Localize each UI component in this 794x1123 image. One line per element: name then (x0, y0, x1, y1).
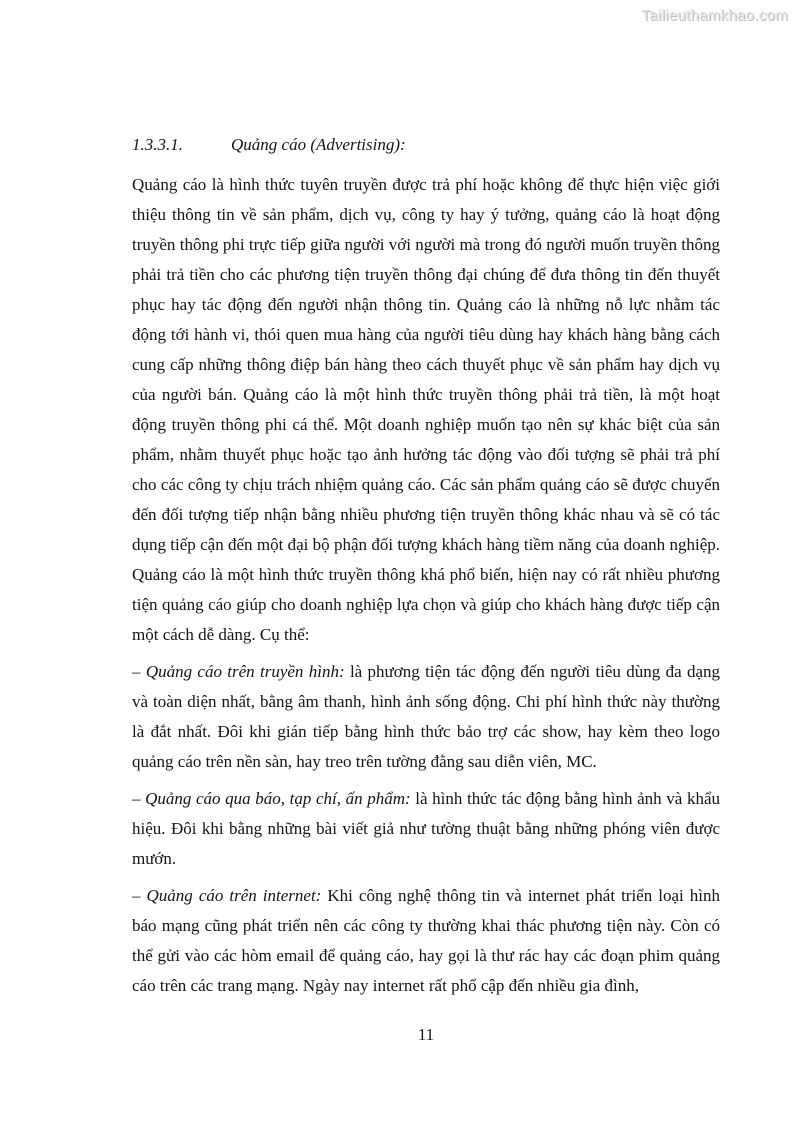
bullet-text-internet: Khi công nghệ thông tin và internet phát triển loại hình báo mạng cũng phát triển nên các công ty thường khai thác phương tiện này. Còn có thể gửi vào các hòm email để quảng cáo, hay gọi là thư rác hay các đoạn phim quảng cáo trên các trang mạng. Ngày nay internet rất phổ cập đến nhiều gia đình, (132, 886, 720, 995)
section-title: Quảng cáo (Advertising): (231, 135, 406, 154)
section-number: 1.3.3.1. (132, 135, 183, 154)
page-content (132, 130, 720, 1008)
site-watermark: Tailieuthamkhao.com (641, 7, 788, 24)
section-heading (132, 130, 720, 160)
bullet-paragraph-television (132, 657, 720, 777)
bullet-lead-television: – Quảng cáo trên truyền hình: (132, 662, 345, 681)
bullet-text-print: là hình thức tác động bằng hình ảnh và khẩu hiệu. Đôi khi bằng những bài viết giả như tường thuật bằng những phóng viên được mướn. (132, 789, 720, 868)
page-number: 11 (417, 1025, 435, 1044)
bullet-lead-internet: – Quảng cáo trên internet: (132, 886, 322, 905)
bullet-text-television: là phương tiện tác động đến người tiêu dùng đa dạng và toàn diện nhất, bằng âm thanh, hình ảnh sống động. Chi phí hình thức này thường là đắt nhất. Đôi khi gián tiếp bằng hình thức bảo trợ các show, hay kèm theo logo quảng cáo trên nền sàn, hay treo trên tường đằng sau diễn viên, MC. (132, 662, 720, 771)
bullet-lead-print: – Quảng cáo qua báo, tạp chí, ấn phẩm: (132, 789, 411, 808)
bullet-paragraph-internet (132, 881, 720, 1001)
paragraph-advertising-definition: Quảng cáo là hình thức tuyên truyền được trả phí hoặc không để thực hiện việc giới thiệu thông tin về sản phẩm, dịch vụ, công ty hay ý tưởng, quảng cáo là hoạt động truyền thông phi trực tiếp giữa người với người mà trong đó người muốn truyền thông phải trả tiền cho các phương tiện truyền thông đại chúng để đưa thông tin đến thuyết phục hay tác động đến người nhận thông tin. Quảng cáo là những nỗ lực nhằm tác động tới hành vi, thói quen mua hàng của người tiêu dùng hay khách hàng bằng cách cung cấp những thông điệp bán hàng theo cách thuyết phục về sản phẩm hay dịch vụ của người bán. Quảng cáo là một hình thức truyền thông phải trả tiền, là một hoạt động truyền thông phi cá thể. Một doanh nghiệp muốn tạo nên sự khác biệt của sản phẩm, nhằm thuyết phục hoặc tạo ảnh hưởng tác động vào đối tượng sẽ phải trả phí cho các công ty chịu trách nhiệm quảng cáo. Các sản phẩm quảng cáo sẽ được chuyển đến đối tượng tiếp nhận bằng nhiều phương tiện truyền thông khác nhau và sẽ có tác dụng tiếp cận đến một đại bộ phận đối tượng khách hàng tiềm năng của doanh nghiệp. Quảng cáo là một hình thức truyền thông khá phổ biến, hiện nay có rất nhiều phương tiện quảng cáo giúp cho doanh nghiệp lựa chọn và giúp cho khách hàng được tiếp cận một cách dễ dàng. Cụ thể: (132, 175, 720, 644)
bullet-paragraph-print (132, 784, 720, 874)
